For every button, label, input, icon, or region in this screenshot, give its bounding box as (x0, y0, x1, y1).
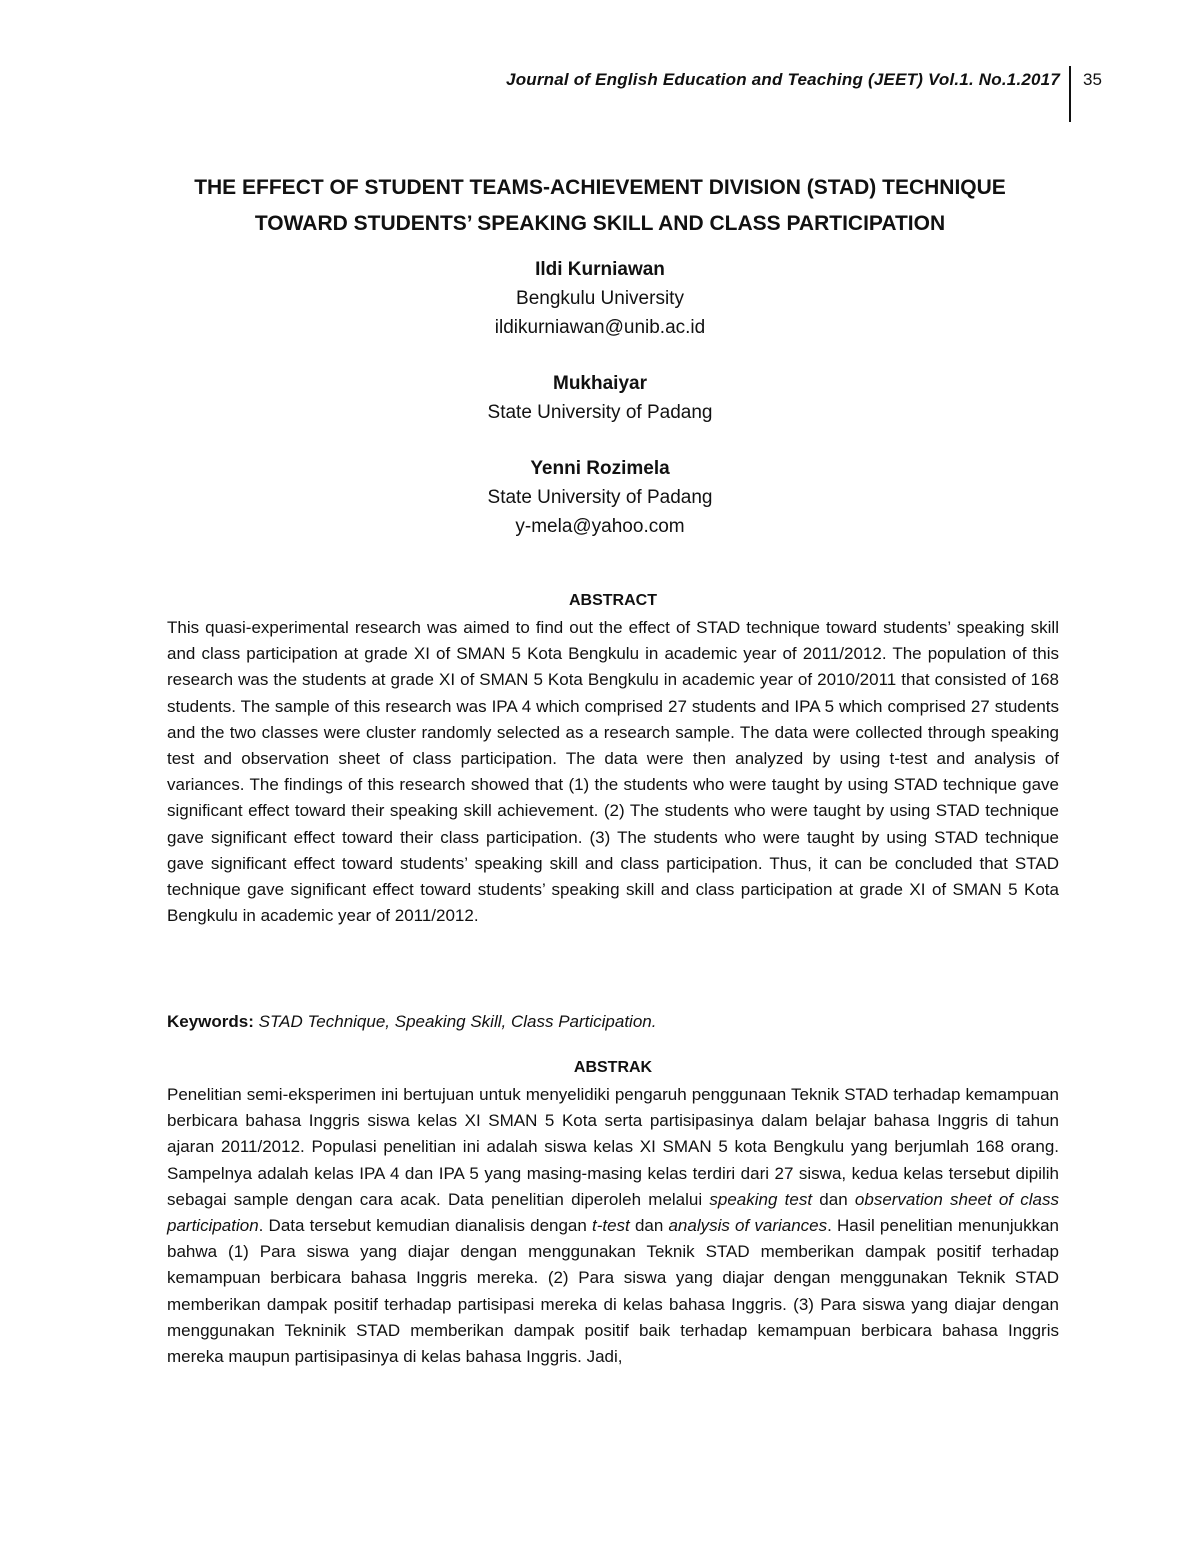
abstrak-text (167, 1082, 1059, 1370)
keywords-line (167, 1009, 1059, 1035)
abstrak-text-part: dan (629, 1216, 669, 1236)
author-2 (300, 369, 900, 427)
header-vertical-rule (1069, 66, 1071, 122)
author-name: Ildi Kurniawan (535, 259, 665, 280)
abstrak-heading: ABSTRAK (573, 1059, 653, 1076)
author-email: y-mela@yahoo.com (515, 516, 685, 537)
abstrak-italic-term: t-test (592, 1216, 630, 1236)
paper-title-line-2: TOWARD STUDENTS’ SPEAKING SKILL AND CLASS PARTICIPATION (254, 212, 946, 235)
journal-running-head: Journal of English Education and Teaching (JEET) Vol.1. No.1.2017 (506, 70, 1060, 89)
paper-title-line-1: THE EFFECT OF STUDENT TEAMS-ACHIEVEMENT DIVISION (STAD) TECHNIQUE (194, 176, 1006, 199)
author-affiliation: State University of Padang (487, 487, 713, 508)
author-3 (300, 454, 900, 541)
abstrak-italic-term: analysis of variances (668, 1216, 828, 1236)
author-affiliation: State University of Padang (487, 402, 713, 423)
abstrak-italic-term: speaking test (709, 1189, 813, 1209)
keywords-label: Keywords: (167, 1012, 254, 1031)
author-1 (300, 255, 900, 342)
author-name: Yenni Rozimela (530, 458, 670, 479)
abstrak-text-part: dan (812, 1189, 855, 1209)
author-block (300, 255, 900, 568)
paper-title (120, 170, 1080, 242)
abstrak-text-part: . Data tersebut kemudian dianalisis dengan (258, 1216, 592, 1236)
keywords-value: STAD Technique, Speaking Skill, Class Participation. (258, 1012, 657, 1031)
author-email: ildikurniawan@unib.ac.id (494, 317, 706, 338)
abstract-text: This quasi-experimental research was aimed to find out the effect of STAD technique toward students’ speaking skill and class participation at grade XI of SMAN 5 Kota Bengkulu in academic year of 2011/2012. The population of this research was the students at grade XI of SMAN 5 Kota Bengkulu in academic year of 2010/2011 that consisted of 168 students. The sample of this research was IPA 4 which comprised 27 students and IPA 5 which comprised 27 students and the two classes were cluster randomly selected as a research sample. The data were collected through speaking test and observation sheet of class participation. The data were then analyzed by using t-test and analysis of variances. The findings of this research showed that (1) the students who were taught by using STAD technique gave significant effect toward their speaking skill achievement. (2) The students who were taught by using STAD technique gave significant effect toward their class participation. (3) The students who were taught by using STAD technique gave significant effect toward students’ speaking skill and class participation. Thus, it can be concluded that STAD technique gave significant effect toward students’ speaking skill and class participation at grade XI of SMAN 5 Kota Bengkulu in academic year of 2011/2012. (167, 618, 1059, 926)
abstrak-text-part: . Hasil penelitian menunjukkan bahwa (1) Para siswa yang diajar dengan menggunakan Teknik STAD memberikan dampak positif terhadap kemampuan berbicara bahasa Inggris mereka. (2) Para siswa yang diajar dengan menggunakan Teknik STAD memberikan dampak positif terhadap partisipasi mereka di kelas bahasa Inggris. (3) Para siswa yang diajar dengan menggunakan Tekninik STAD memberikan dampak positif baik terhadap kemampuan berbicara bahasa Inggris mereka maupun partisipasinya di kelas bahasa Inggris. Jadi, (167, 1216, 1059, 1367)
author-affiliation: Bengkulu University (516, 288, 684, 309)
abstract-heading: ABSTRACT (569, 592, 657, 609)
author-name: Mukhaiyar (553, 373, 647, 394)
abstrak-text-part: Penelitian semi-eksperimen ini bertujuan untuk menyelidiki pengaruh penggunaan Teknik STAD terhadap kemampuan berbicara bahasa Inggris siswa kelas XI SMAN 5 Kota serta partisipasinya dalam belajar bahasa Inggris di tahun ajaran 2011/2012. Populasi penelitian ini adalah siswa kelas XI SMAN 5 kota Bengkulu yang berjumlah 168 orang. Sampelnya adalah kelas IPA 4 dan IPA 5 yang masing-masing kelas terdiri dari 27 siswa, kedua kelas tersebut dipilih sebagai sample dengan cara acak. Data penelitian diperoleh melalui (167, 1085, 1059, 1209)
page-number: 35 (1083, 70, 1102, 89)
abstrak-italic-term: observation sheet of class participation (167, 1189, 1059, 1236)
abstrak-section (167, 1056, 1059, 1370)
abstract-section (167, 589, 1059, 929)
